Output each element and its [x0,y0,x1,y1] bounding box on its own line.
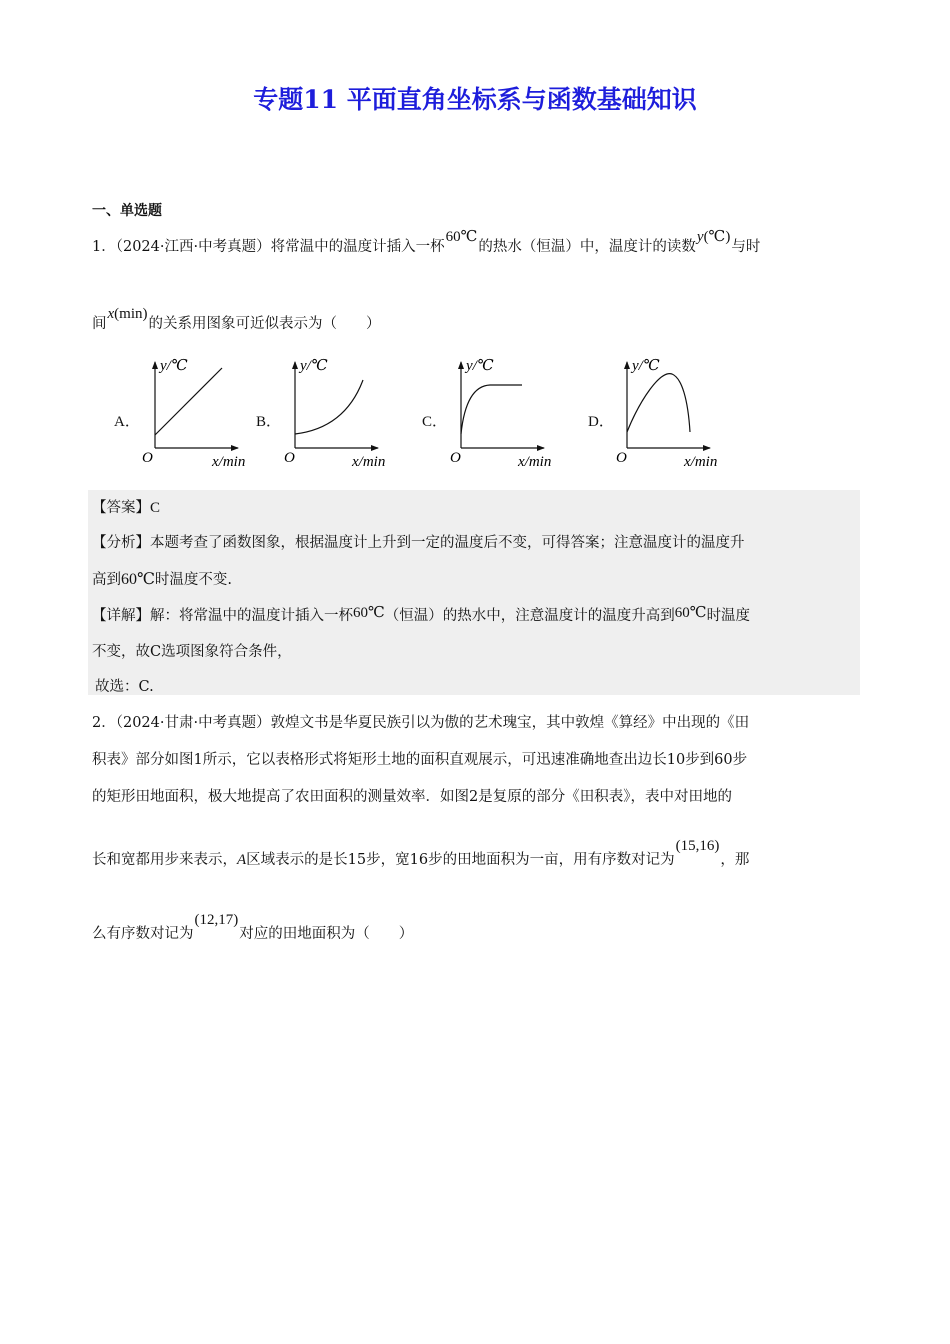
option-graphs [0,350,950,490]
page-title: 专题11 平面直角坐标系与函数基础知识 [253,85,697,114]
q2-text: ，那 [720,852,750,868]
answer-panel [88,490,860,695]
detail-tag: 【详解】 [92,608,150,624]
q1-number: 1． [92,239,116,255]
q2-text: 么有序数对记为 [92,926,194,942]
graph-b-x-label: x/min [352,454,386,470]
analysis-temp: 60℃ [121,571,155,588]
graph-b [284,358,385,470]
graph-a-curve [155,368,222,435]
answer-tag: 【答案】 [92,500,150,516]
option-d-label: D． [588,414,614,430]
q1-line-1 [92,229,761,256]
analysis-line-2 [92,568,232,589]
q1-text: 的关系用图象可近似表示为（ ） [148,316,381,332]
q1-x-var-group [108,306,148,322]
graph-a [142,358,245,470]
q2-source: （2024·甘肃·中考真题） [115,715,271,731]
graph-b-origin: O [284,450,295,466]
q1-x-unit: (min) [114,306,148,322]
detail-line-1 [92,604,750,625]
q1-y-var: y [696,229,704,245]
q2-pair-1: (15,16) [675,838,720,854]
q1-text: 间 [92,316,107,332]
q1-line-2 [92,306,381,333]
q2-line-1 [92,711,749,732]
q2-text: 区域表示的是长15步，宽16步的田地面积为一亩，用有序数对记为 [246,852,675,868]
graph-d [616,358,717,470]
analysis-text: 本题考查了函数图象，根据温度计上升到一定的温度后不变，可得答案；注意温度计的温度升 [150,535,745,551]
option-a-label: A． [114,414,140,430]
detail-text: 时温度 [706,608,751,624]
graph-a-origin: O [142,450,153,466]
detail-temp-2: 60℃ [674,605,707,621]
section-heading: 一、单选题 [92,203,162,219]
graph-c [450,358,551,470]
q2-number: 2． [92,715,116,731]
q2-text: 对应的田地面积为（ ） [239,926,414,942]
option-c-label: C． [422,414,448,430]
q2-text: 长和宽都用步来表示， [92,852,237,868]
answer-line [92,496,160,517]
detail-temp-1: 60℃ [353,605,385,621]
detail-text: （恒温）的热水中，注意温度计的温度升高到 [384,608,675,624]
q1-temp: 60℃ [445,229,478,245]
q2-pair-2: (12,17) [194,912,239,928]
answer-value: C [150,500,161,516]
analysis-text: 时温度不变. [154,572,233,588]
graph-d-origin: O [616,450,627,466]
q2-area-var: A [237,852,247,868]
q1-source: （2024·江西·中考真题） [115,239,271,255]
graph-b-y-label: y/℃ [300,358,328,374]
graph-a-y-label: y/℃ [160,358,188,374]
graph-c-origin: O [450,450,461,466]
q1-y-var-group [697,229,730,245]
q2-line-5 [92,912,414,943]
q2-line-2: 积表》部分如图1所示，它以表格形式将矩形土地的面积直观展示，可迅速准确地查出边长10步到60步 [92,752,748,768]
option-b-label: B． [256,414,282,430]
q1-text: 将常温中的温度计插入一杯 [270,239,445,255]
q1-x-var: x [107,306,115,322]
q1-text: 与时 [731,239,761,255]
graph-b-curve [295,380,363,434]
graph-d-x-label: x/min [684,454,718,470]
analysis-line-1 [92,531,745,552]
graph-c-y-label: y/℃ [466,358,494,374]
conclusion-line: 故选：C. [95,679,154,695]
graph-a-x-label: x/min [212,454,246,470]
graph-d-curve [627,374,690,432]
graph-c-x-label: x/min [518,454,552,470]
analysis-text: 高到 [92,572,121,588]
q2-line-4 [92,838,750,869]
q1-y-unit: (℃) [703,229,731,245]
graph-d-y-label: y/℃ [632,358,660,374]
analysis-tag: 【分析】 [92,535,150,551]
q1-text: 的热水（恒温）中，温度计的读数 [478,239,696,255]
graph-c-curve [461,385,522,434]
detail-line-2: 不变，故C选项图象符合条件， [92,644,292,660]
q2-line-3: 的矩形田地面积，极大地提高了农田面积的测量效率．如图2是复原的部分《田积表》，表中对田地的 [92,789,732,805]
q2-text: 敦煌文书是华夏民族引以为傲的艺术瑰宝，其中敦煌《算经》中出现的《田 [270,715,750,731]
detail-text: 解：将常温中的温度计插入一杯 [150,608,353,624]
